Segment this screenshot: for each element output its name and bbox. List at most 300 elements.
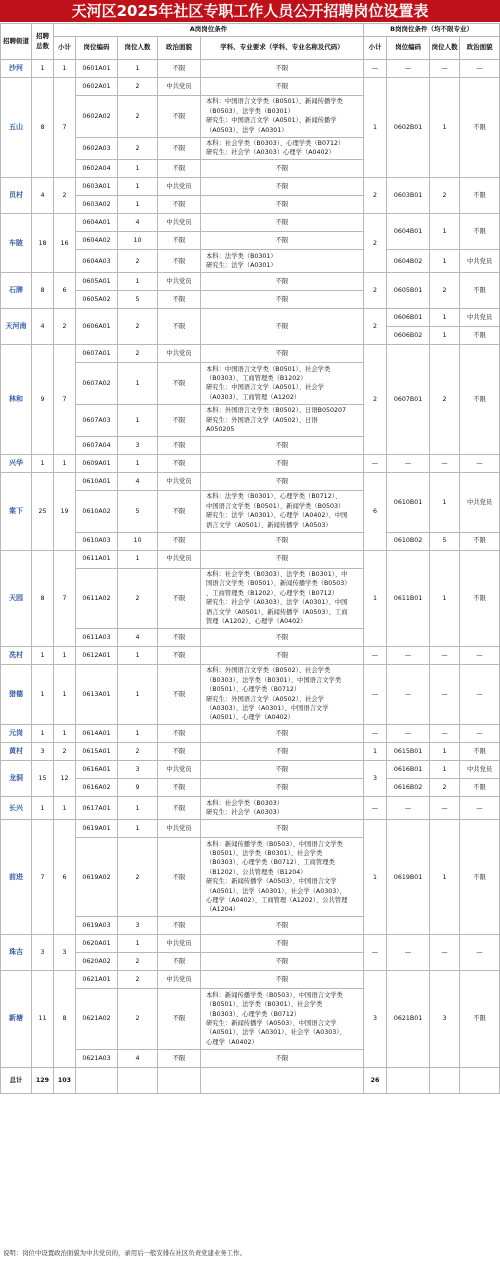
a-major-req: 不限 — [201, 160, 364, 178]
recruit-total: 8 — [32, 550, 54, 646]
a-major-req: 不限 — [201, 436, 364, 454]
b-post-code: 0610B01 — [387, 472, 430, 532]
a-post-count: 1 — [118, 196, 158, 214]
recruit-total: 8 — [32, 78, 54, 178]
b-political: 中共党员 — [460, 761, 500, 779]
a-political: 不限 — [158, 953, 201, 971]
a-political: 不限 — [158, 96, 201, 138]
b-political: 不限 — [460, 971, 500, 1067]
a-major-req: 不限 — [201, 743, 364, 761]
b-post-code: 0616B02 — [387, 779, 430, 797]
a-major-req: 不限 — [201, 196, 364, 214]
a-political: 不限 — [158, 532, 201, 550]
a-major-req: 本科：中国语言文学类（B0501）、社会学类 （B0303）、工商管理类（B1202） 研究生：中国语言文学（A0501）、社会学 （A0303）、工商管理（A1202） — [201, 363, 364, 405]
a-post-code: 0606A01 — [76, 309, 118, 345]
a-subtotal: 1 — [54, 646, 76, 664]
b-subtotal: 6 — [364, 472, 387, 550]
header-count-b: 岗位人数 — [430, 37, 460, 60]
header-total: 招聘总数 — [32, 24, 54, 60]
a-major-req: 不限 — [201, 214, 364, 232]
b-post-code: 0607B01 — [387, 345, 430, 455]
header-count-a: 岗位人数 — [118, 37, 158, 60]
table-row — [1, 664, 500, 724]
a-post-code: 0602A03 — [76, 137, 118, 160]
a-major-req: 不限 — [201, 646, 364, 664]
a-post-count: 1 — [118, 404, 158, 436]
a-post-count: 4 — [118, 1049, 158, 1067]
total-blank — [118, 1067, 158, 1093]
recruit-total: 8 — [32, 273, 54, 309]
a-post-code: 0619A02 — [76, 838, 118, 917]
street-name: 车陂 — [1, 214, 32, 273]
recruit-total: 4 — [32, 178, 54, 214]
a-post-count: 5 — [118, 490, 158, 532]
b-subtotal: — — [364, 454, 387, 472]
a-post-code: 0602A02 — [76, 96, 118, 138]
b-political: — — [460, 664, 500, 724]
b-post-count: 1 — [430, 309, 460, 327]
a-political: 不限 — [158, 779, 201, 797]
a-post-count: 4 — [118, 628, 158, 646]
a-political: 中共党员 — [158, 550, 201, 568]
a-major-req: 不限 — [201, 761, 364, 779]
b-subtotal: 2 — [364, 273, 387, 309]
a-post-count: 2 — [118, 309, 158, 345]
a-post-count: 2 — [118, 345, 158, 363]
street-name: 珠吉 — [1, 935, 32, 971]
a-post-count: 1 — [118, 550, 158, 568]
table-row — [1, 550, 500, 568]
a-major-req: 不限 — [201, 532, 364, 550]
b-post-code: — — [387, 797, 430, 820]
a-post-code: 0602A01 — [76, 78, 118, 96]
b-post-code: 0619B01 — [387, 820, 430, 935]
a-major-req: 不限 — [201, 309, 364, 345]
a-post-code: 0621A01 — [76, 971, 118, 989]
recruit-total: 1 — [32, 646, 54, 664]
recruit-total: 15 — [32, 761, 54, 797]
street-name: 元岗 — [1, 725, 32, 743]
a-political: 中共党员 — [158, 472, 201, 490]
a-political: 不限 — [158, 725, 201, 743]
b-subtotal: 2 — [364, 309, 387, 345]
a-major-req: 不限 — [201, 1049, 364, 1067]
b-political: 不限 — [460, 78, 500, 178]
a-political: 不限 — [158, 363, 201, 405]
a-political: 不限 — [158, 309, 201, 345]
b-post-count: — — [430, 725, 460, 743]
a-post-count: 1 — [118, 363, 158, 405]
a-subtotal: 16 — [54, 214, 76, 273]
street-name: 黄村 — [1, 743, 32, 761]
b-post-count: — — [430, 797, 460, 820]
b-subtotal: 3 — [364, 971, 387, 1067]
b-political: — — [460, 646, 500, 664]
street-name: 林和 — [1, 345, 32, 455]
b-post-code: — — [387, 725, 430, 743]
a-political: 不限 — [158, 989, 201, 1049]
a-post-count: 5 — [118, 291, 158, 309]
a-post-code: 0614A01 — [76, 725, 118, 743]
a-post-code: 0610A02 — [76, 490, 118, 532]
a-post-code: 0605A02 — [76, 291, 118, 309]
street-name: 员村 — [1, 178, 32, 214]
a-major-req: 不限 — [201, 454, 364, 472]
table-row — [1, 725, 500, 743]
recruit-total: 25 — [32, 472, 54, 550]
b-post-count: 5 — [430, 532, 460, 550]
a-post-code: 0603A01 — [76, 178, 118, 196]
a-post-code: 0610A03 — [76, 532, 118, 550]
recruit-total: 3 — [32, 935, 54, 971]
a-major-req: 本科：社会学类（B0303）、法学类（B0301）、中 国语言文学类（B0501）、新闻传播学类（B0503） 、工商管理类（B1202）、心理学类（B0712） 研究生：社会学（A0303）、法学（A0301）、中国 语言文学（A0501）、新闻传播学（A0503）、工商 管理（A1202）、心理学（A0402） — [201, 568, 364, 628]
a-political: 不限 — [158, 797, 201, 820]
a-post-code: 0615A01 — [76, 743, 118, 761]
a-political: 中共党员 — [158, 345, 201, 363]
b-post-count: 1 — [430, 820, 460, 935]
a-subtotal: 7 — [54, 345, 76, 455]
b-post-count: 1 — [430, 250, 460, 273]
a-post-code: 0604A03 — [76, 250, 118, 273]
table-row — [1, 214, 500, 232]
a-post-count: 1 — [118, 273, 158, 291]
a-subtotal: 2 — [54, 309, 76, 345]
b-post-code: — — [387, 646, 430, 664]
a-political: 不限 — [158, 664, 201, 724]
a-major-req: 不限 — [201, 820, 364, 838]
a-post-count: 2 — [118, 971, 158, 989]
b-post-code: — — [387, 935, 430, 971]
a-post-count: 2 — [118, 96, 158, 138]
a-political: 中共党员 — [158, 971, 201, 989]
a-post-count: 2 — [118, 137, 158, 160]
a-post-count: 2 — [118, 250, 158, 273]
recruit-total: 1 — [32, 60, 54, 78]
a-subtotal: 2 — [54, 178, 76, 214]
b-post-count: — — [430, 60, 460, 78]
a-major-req: 本科：社会学类（B0303） 研究生：社会学（A0303） — [201, 797, 364, 820]
a-major-req: 不限 — [201, 935, 364, 953]
b-post-count: 2 — [430, 178, 460, 214]
b-post-count: — — [430, 664, 460, 724]
b-post-code: 0605B01 — [387, 273, 430, 309]
a-major-req: 不限 — [201, 60, 364, 78]
b-post-code: — — [387, 60, 430, 78]
a-post-code: 0607A01 — [76, 345, 118, 363]
a-post-code: 0619A01 — [76, 820, 118, 838]
a-post-code: 0604A02 — [76, 232, 118, 250]
a-post-code: 0621A03 — [76, 1049, 118, 1067]
a-political: 不限 — [158, 628, 201, 646]
table-row — [1, 646, 500, 664]
a-political: 不限 — [158, 196, 201, 214]
a-post-count: 9 — [118, 779, 158, 797]
a-post-code: 0620A01 — [76, 935, 118, 953]
a-subtotal: 8 — [54, 971, 76, 1067]
a-post-code: 0621A02 — [76, 989, 118, 1049]
header-subtotal-a: 小计 — [54, 37, 76, 60]
b-subtotal: — — [364, 935, 387, 971]
a-major-req: 不限 — [201, 628, 364, 646]
a-political: 中共党员 — [158, 761, 201, 779]
table-row — [1, 935, 500, 953]
b-subtotal: 1 — [364, 550, 387, 646]
street-name: 天园 — [1, 550, 32, 646]
a-major-req: 不限 — [201, 472, 364, 490]
b-post-count: — — [430, 646, 460, 664]
recruit-total: 1 — [32, 454, 54, 472]
a-political: 不限 — [158, 291, 201, 309]
a-post-count: 3 — [118, 761, 158, 779]
b-post-code: 0603B01 — [387, 178, 430, 214]
a-post-code: 0601A01 — [76, 60, 118, 78]
a-political: 不限 — [158, 1049, 201, 1067]
a-post-count: 2 — [118, 743, 158, 761]
a-post-count: 2 — [118, 989, 158, 1049]
recruit-total: 18 — [32, 214, 54, 273]
b-political: 不限 — [460, 273, 500, 309]
a-political: 不限 — [158, 60, 201, 78]
a-major-req: 不限 — [201, 273, 364, 291]
a-political: 不限 — [158, 568, 201, 628]
table-row — [1, 454, 500, 472]
header-major: 学科、专业要求（学科、专业名称及代码） — [201, 37, 364, 60]
a-post-code: 0603A02 — [76, 196, 118, 214]
street-name: 长兴 — [1, 797, 32, 820]
b-political: 中共党员 — [460, 309, 500, 327]
recruit-total: 1 — [32, 725, 54, 743]
b-subtotal: — — [364, 60, 387, 78]
table-row — [1, 472, 500, 490]
a-post-code: 0620A02 — [76, 953, 118, 971]
a-political: 不限 — [158, 137, 201, 160]
header-post-code-b: 岗位编码 — [387, 37, 430, 60]
b-political: 不限 — [460, 327, 500, 345]
a-political: 中共党员 — [158, 178, 201, 196]
header-post-code-a: 岗位编码 — [76, 37, 118, 60]
a-post-code: 0619A03 — [76, 917, 118, 935]
total-blank — [201, 1067, 364, 1093]
recruit-total: 3 — [32, 743, 54, 761]
a-political: 不限 — [158, 404, 201, 436]
a-major-req: 本科：外国语言文学类（B0502）、社会学类 （B0303）、法学类（B0301）、中国语言文学类 （B0501）、心理学类（B0712） 研究生：外国语言文学（A0502）、社会学 （A0303）、法学（A0301）、中国语言文学 （A0501）、心理学（A0402） — [201, 664, 364, 724]
street-name: 沙河 — [1, 60, 32, 78]
a-post-count: 3 — [118, 436, 158, 454]
b-political: 不限 — [460, 345, 500, 455]
a-post-count: 2 — [118, 838, 158, 917]
a-post-count: 1 — [118, 60, 158, 78]
a-major-req: 本科：社会学类（B0303）、心理学类（B0712） 研究生：社会学（A0303）心理学（A0402） — [201, 137, 364, 160]
a-subtotal: 3 — [54, 935, 76, 971]
b-political: — — [460, 60, 500, 78]
b-post-count: 2 — [430, 779, 460, 797]
a-subtotal: 7 — [54, 550, 76, 646]
a-post-count: 1 — [118, 725, 158, 743]
a-subtotal: 1 — [54, 454, 76, 472]
a-post-count: 2 — [118, 953, 158, 971]
a-post-code: 0604A01 — [76, 214, 118, 232]
b-post-count: 1 — [430, 78, 460, 178]
street-name: 棠下 — [1, 472, 32, 550]
a-major-req: 不限 — [201, 78, 364, 96]
a-political: 中共党员 — [158, 935, 201, 953]
a-political: 中共党员 — [158, 273, 201, 291]
a-post-count: 1 — [118, 797, 158, 820]
header-political-a: 政治面貌 — [158, 37, 201, 60]
street-name: 猎德 — [1, 664, 32, 724]
a-political: 不限 — [158, 160, 201, 178]
b-subtotal: — — [364, 646, 387, 664]
b-political: — — [460, 935, 500, 971]
a-post-code: 0612A01 — [76, 646, 118, 664]
b-political: — — [460, 725, 500, 743]
recruit-total: 1 — [32, 797, 54, 820]
a-post-count: 1 — [118, 646, 158, 664]
b-political: 中共党员 — [460, 472, 500, 532]
a-political: 中共党员 — [158, 214, 201, 232]
recruit-total: 1 — [32, 664, 54, 724]
b-subtotal: — — [364, 725, 387, 743]
a-post-code: 0611A01 — [76, 550, 118, 568]
a-post-code: 0611A02 — [76, 568, 118, 628]
total-label: 总计 — [1, 1067, 32, 1093]
a-major-req: 不限 — [201, 725, 364, 743]
total-blank — [387, 1067, 430, 1093]
b-post-code: — — [387, 454, 430, 472]
table-row — [1, 309, 500, 327]
a-post-count: 4 — [118, 214, 158, 232]
a-major-req: 本科：新闻传播学类（B0503）、中国语言文学类 （B0501）、法学类（B0301）、社会学类 （B0303）、心理学类（B0712）、工商管理类 （B1202）、公共管理类（B1204） 研究生：新闻传播学（A0503）、中国语言文学 （A0501）、法学（A0301）、社会学（A0303）、 心理学（A0402）、工商管理（A1202）、公共管理 （A1204） — [201, 838, 364, 917]
street-name: 天河南 — [1, 309, 32, 345]
a-post-code: 0616A02 — [76, 779, 118, 797]
a-subtotal: 6 — [54, 273, 76, 309]
a-major-req: 不限 — [201, 779, 364, 797]
a-post-code: 0611A03 — [76, 628, 118, 646]
a-major-req: 不限 — [201, 971, 364, 989]
a-post-count: 2 — [118, 78, 158, 96]
a-post-count: 1 — [118, 664, 158, 724]
page-title: 天河区2025年社区专职工作人员公开招聘岗位设置表 — [0, 0, 500, 22]
b-post-code: — — [387, 664, 430, 724]
recruit-total: 4 — [32, 309, 54, 345]
a-political: 不限 — [158, 490, 201, 532]
a-major-req: 不限 — [201, 345, 364, 363]
b-subtotal: 3 — [364, 761, 387, 797]
a-post-code: 0609A01 — [76, 454, 118, 472]
a-post-count: 10 — [118, 532, 158, 550]
a-political: 不限 — [158, 250, 201, 273]
a-major-req: 本科：中国语言文学类（B0501）、新闻传播学类 （B0503）、法学类（B0301） 研究生：中国语言文学（A0501）、新闻传播学 （A0503）、法学（A0301） — [201, 96, 364, 138]
b-post-code: 0616B01 — [387, 761, 430, 779]
b-post-code: 0602B01 — [387, 78, 430, 178]
b-post-count: 2 — [430, 345, 460, 455]
total-count: 129 — [32, 1067, 54, 1093]
b-subtotal: — — [364, 664, 387, 724]
a-post-count: 2 — [118, 568, 158, 628]
total-row — [1, 1067, 500, 1093]
b-post-count: 1 — [430, 550, 460, 646]
a-major-req: 不限 — [201, 550, 364, 568]
table-row — [1, 78, 500, 96]
a-political: 中共党员 — [158, 78, 201, 96]
street-name: 前进 — [1, 820, 32, 935]
a-subtotal: 1 — [54, 60, 76, 78]
b-political: 不限 — [460, 532, 500, 550]
b-subtotal: 1 — [364, 78, 387, 178]
street-name: 冼村 — [1, 646, 32, 664]
a-major-req: 不限 — [201, 232, 364, 250]
a-political: 不限 — [158, 838, 201, 917]
b-post-count: 3 — [430, 971, 460, 1067]
a-major-req: 本科：法学类（B0301）、心理学类（B0712）、 中国语言文学类（B0501）、新闻学类（B0503） 研究生：法学（A0301）、心理学（A0402）、中国 语言文学（A0501）、新闻传播学（A0503） — [201, 490, 364, 532]
a-major-req: 不限 — [201, 291, 364, 309]
table-row — [1, 178, 500, 196]
a-subtotal: 2 — [54, 743, 76, 761]
a-political: 不限 — [158, 454, 201, 472]
a-post-count: 1 — [118, 935, 158, 953]
a-post-code: 0617A01 — [76, 797, 118, 820]
recruitment-table — [0, 23, 500, 1094]
b-post-count: — — [430, 935, 460, 971]
b-post-code: 0615B01 — [387, 743, 430, 761]
table-row — [1, 273, 500, 291]
b-political: 不限 — [460, 743, 500, 761]
table-row — [1, 761, 500, 779]
b-post-count: — — [430, 454, 460, 472]
b-political: 中共党员 — [460, 250, 500, 273]
a-subtotal: 1 — [54, 664, 76, 724]
total-blank — [430, 1067, 460, 1093]
a-post-code: 0607A04 — [76, 436, 118, 454]
street-name: 五山 — [1, 78, 32, 178]
b-political: 不限 — [460, 779, 500, 797]
table-row — [1, 345, 500, 363]
a-post-count: 1 — [118, 160, 158, 178]
header-subtotal-b: 小计 — [364, 37, 387, 60]
b-political: 不限 — [460, 550, 500, 646]
a-post-code: 0607A03 — [76, 404, 118, 436]
b-political: — — [460, 454, 500, 472]
b-subtotal: 1 — [364, 820, 387, 935]
a-post-code: 0613A01 — [76, 664, 118, 724]
a-political: 不限 — [158, 646, 201, 664]
a-subtotal: 19 — [54, 472, 76, 550]
table-row — [1, 743, 500, 761]
table-row — [1, 820, 500, 838]
a-post-count: 1 — [118, 820, 158, 838]
a-subtotal: 6 — [54, 820, 76, 935]
b-post-count: 2 — [430, 273, 460, 309]
table-row — [1, 779, 500, 797]
b-subtotal: 2 — [364, 214, 387, 273]
b-post-code: 0604B02 — [387, 250, 430, 273]
a-post-count: 3 — [118, 917, 158, 935]
b-post-count: 1 — [430, 214, 460, 250]
b-post-code: 0611B01 — [387, 550, 430, 646]
total-blank — [76, 1067, 118, 1093]
recruit-total: 11 — [32, 971, 54, 1067]
header-political-b: 政治面貌 — [460, 37, 500, 60]
b-post-code: 0621B01 — [387, 971, 430, 1067]
a-post-code: 0610A01 — [76, 472, 118, 490]
recruit-total: 9 — [32, 345, 54, 455]
b-post-code: 0604B01 — [387, 214, 430, 250]
total-blank — [460, 1067, 500, 1093]
a-subtotal: 12 — [54, 761, 76, 797]
b-subtotal: 2 — [364, 345, 387, 455]
a-subtotal: 1 — [54, 797, 76, 820]
a-post-code: 0616A01 — [76, 761, 118, 779]
